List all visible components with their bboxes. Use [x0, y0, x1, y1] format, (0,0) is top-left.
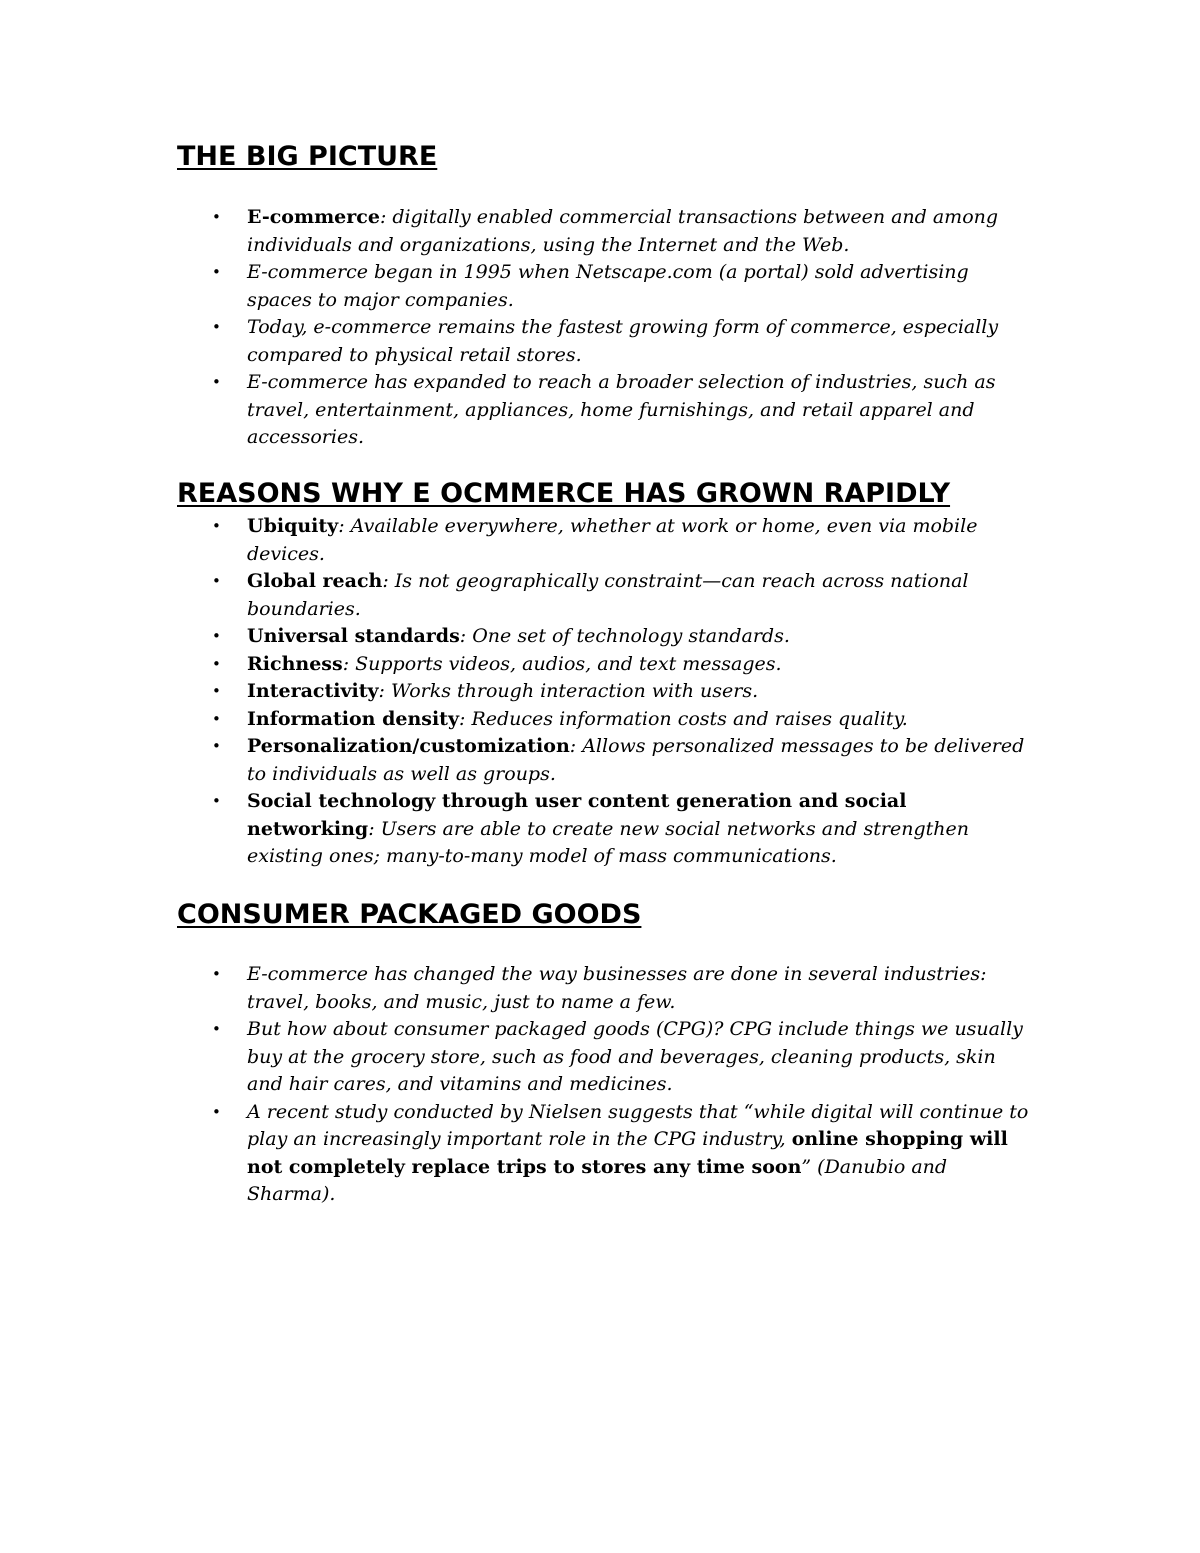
- section-heading-cpg: CONSUMER PACKAGED GOODS: [177, 899, 642, 930]
- term: Universal standards: [247, 625, 460, 647]
- quote-emphasis: online shopping will not completely replace trips to stores any time soon: [247, 1128, 1008, 1178]
- quote-intro: A recent study conducted by Nielsen suggests that “while digital will continue to play an increasingly important role in the CPG industry,: [247, 1100, 1029, 1150]
- bullet-icon: •: [212, 572, 221, 590]
- definition: : Allows personalized messages to be delivered to individuals as well as groups.: [247, 735, 1025, 785]
- reasons-list: [200, 513, 1030, 871]
- list-item: [200, 204, 1030, 259]
- definition: : One set of technology standards.: [459, 625, 790, 647]
- bullet-icon: •: [212, 318, 221, 336]
- bullet-icon: •: [212, 263, 221, 281]
- list-item: [200, 314, 1030, 369]
- big-picture-list: [200, 204, 1030, 452]
- list-item-text: E-commerce has expanded to reach a broader selection of industries, such as travel, entertainment, appliances, home furnishings, and retail apparel and accessories.: [247, 371, 996, 448]
- term: Ubiquity: [247, 515, 339, 537]
- list-item: [200, 706, 1030, 734]
- definition: : Available everywhere, whether at work or home, even via mobile devices.: [247, 515, 978, 565]
- cpg-list: [200, 961, 1030, 1209]
- definition: : Is not geographically constraint—can reach across national boundaries.: [247, 570, 969, 620]
- bullet-icon: •: [212, 1102, 221, 1121]
- bullet-icon: •: [212, 737, 221, 755]
- list-item: [200, 961, 1030, 1016]
- definition: : Supports videos, audios, and text messages.: [342, 652, 782, 675]
- bullet-icon: •: [212, 517, 221, 535]
- term: Interactivity: [247, 680, 379, 702]
- list-item-text: But how about consumer packaged goods (CPG)? CPG include things we usually buy at the grocery store, such as food and beverages, cleaning products, skin and hair cares, and vitamins and medicines.: [247, 1018, 1023, 1095]
- bullet-icon: •: [212, 965, 221, 983]
- bullet-icon: •: [212, 1020, 221, 1038]
- term: Social technology through user content generation and social networking: [247, 790, 907, 840]
- definition: : Reduces information costs and raises quality.: [459, 707, 908, 730]
- term: Information density: [247, 707, 459, 730]
- quote-citation: ” (Danubio and Sharma).: [247, 1155, 948, 1205]
- list-item: [200, 568, 1030, 623]
- bullet-icon: •: [212, 654, 221, 673]
- bullet-icon: •: [212, 373, 221, 391]
- definition: : Works through interaction with users.: [378, 680, 759, 702]
- list-item: [200, 369, 1030, 452]
- section-heading-big-picture: THE BIG PICTURE: [177, 141, 438, 172]
- list-item: [200, 788, 1030, 871]
- list-item: [200, 259, 1030, 314]
- list-item: [200, 513, 1030, 568]
- bullet-icon: •: [212, 682, 221, 700]
- definition: : Users are able to create new social networks and strengthen existing ones; many-to-many model of mass communications.: [247, 817, 969, 867]
- term: E-commerce: [247, 206, 380, 228]
- list-item: [200, 678, 1030, 706]
- list-item: [200, 1099, 1030, 1209]
- section-heading-reasons: REASONS WHY E OCMMERCE HAS GROWN RAPIDLY: [177, 478, 951, 509]
- list-item: [200, 1016, 1030, 1099]
- list-item: [200, 733, 1030, 788]
- list-item-text: Today, e-commerce remains the fastest growing form of commerce, especially compared to physical retail stores.: [247, 316, 999, 366]
- bullet-icon: •: [212, 627, 221, 645]
- term: Richness: [247, 652, 343, 675]
- list-item-text: E-commerce began in 1995 when Netscape.com (a portal) sold advertising spaces to major companies.: [247, 261, 969, 311]
- list-item: [200, 623, 1030, 651]
- bullet-icon: •: [212, 709, 221, 728]
- term: Personalization/customization: [247, 735, 570, 757]
- term: Global reach: [247, 570, 383, 592]
- definition: : digitally enabled commercial transactions between and among individuals and organizations, using the Internet and the Web.: [247, 206, 999, 256]
- list-item-text: E-commerce has changed the way businesses are done in several industries: travel, books, and music, just to name a few.: [247, 963, 987, 1013]
- bullet-icon: •: [212, 792, 221, 810]
- bullet-icon: •: [212, 208, 221, 226]
- list-item: [200, 651, 1030, 679]
